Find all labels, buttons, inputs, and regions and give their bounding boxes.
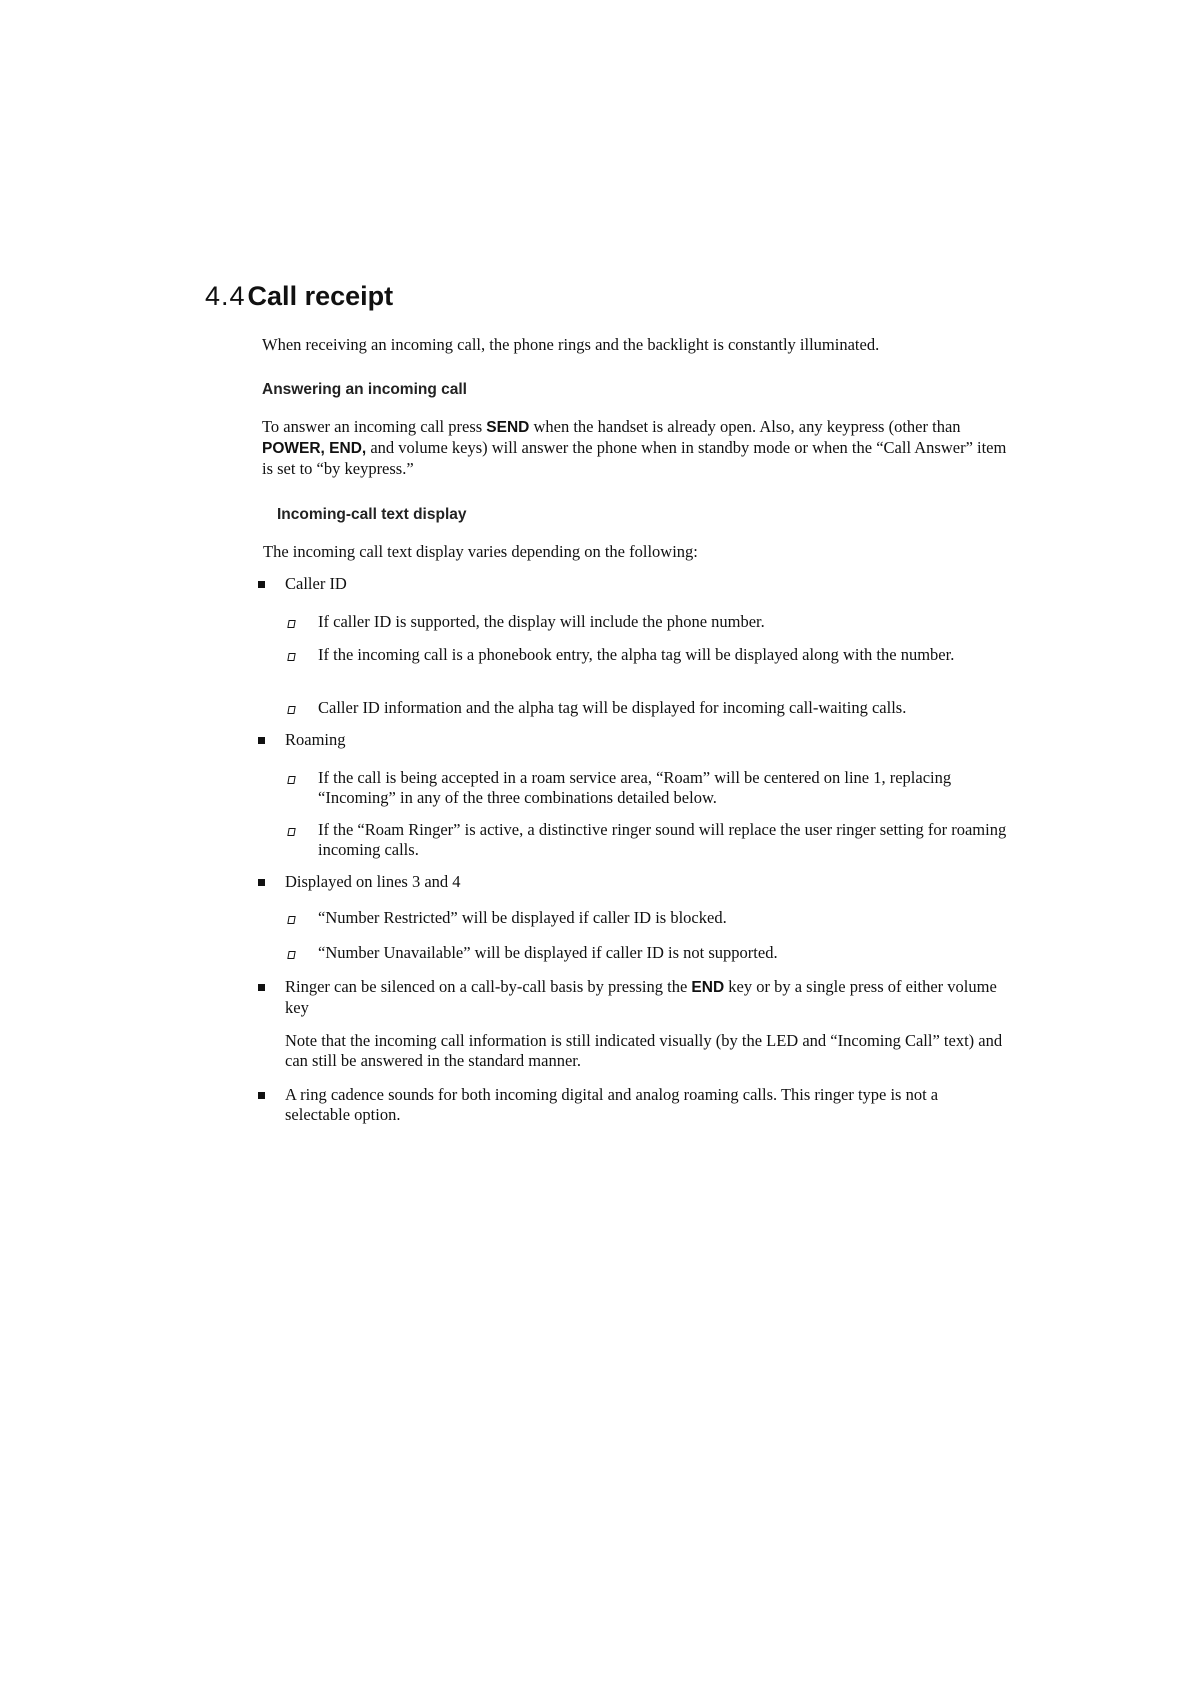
answering-text-3: and volume keys) will answer the phone when in standby mode or when the “Call Answer” item is set to “by keypress.” bbox=[262, 438, 1007, 478]
square-bullet-icon bbox=[256, 574, 270, 594]
sub-list-item-text: “Number Restricted” will be displayed if caller ID is blocked. bbox=[318, 908, 727, 927]
sub-list-item-text: If caller ID is supported, the display will include the phone number. bbox=[318, 612, 765, 631]
hollow-bullet-icon bbox=[286, 698, 300, 718]
sub-list-item-text: If the incoming call is a phonebook entry, the alpha tag will be displayed along with the number. bbox=[318, 645, 955, 664]
list-item-label: Roaming bbox=[285, 730, 346, 749]
ringer-text-1: Ringer can be silenced on a call-by-call basis by pressing the bbox=[285, 977, 692, 996]
sub-list-item-text: “Number Unavailable” will be displayed if caller ID is not supported. bbox=[318, 943, 778, 962]
square-bullet-icon bbox=[256, 977, 270, 997]
hollow-bullet-icon bbox=[286, 820, 300, 840]
list-item-label: Displayed on lines 3 and 4 bbox=[285, 872, 461, 891]
intro-paragraph: When receiving an incoming call, the phone rings and the backlight is constantly illuminated. bbox=[262, 335, 880, 354]
hollow-bullet-icon bbox=[286, 645, 300, 665]
sub-list-item-text: If the “Roam Ringer” is active, a distinctive ringer sound will replace the user ringer setting for roaming incoming calls. bbox=[318, 820, 1007, 859]
answering-text-1: To answer an incoming call press bbox=[262, 417, 487, 436]
section-heading bbox=[205, 280, 393, 312]
square-bullet-icon bbox=[256, 730, 270, 750]
sub-list-item-text: Caller ID information and the alpha tag will be displayed for incoming call-waiting calls. bbox=[318, 698, 907, 717]
section-number: 4.4 bbox=[205, 281, 246, 311]
sub-list-item-text: If the call is being accepted in a roam service area, “Roam” will be centered on line 1, replacing “Incoming” in any of the three combinations detailed below. bbox=[318, 768, 952, 807]
hollow-bullet-icon bbox=[286, 943, 300, 963]
power-end-key-labels: POWER, END, bbox=[262, 440, 367, 457]
ringer-text-2: key or by a single press of either volume key bbox=[285, 977, 997, 1017]
send-key-label: SEND bbox=[486, 419, 530, 436]
answering-heading: Answering an incoming call bbox=[262, 381, 467, 398]
text-display-intro: The incoming call text display varies depending on the following: bbox=[263, 542, 698, 561]
list-item-text: A ring cadence sounds for both incoming digital and analog roaming calls. This ringer type is not a selectable option. bbox=[285, 1085, 939, 1124]
answering-paragraph bbox=[262, 417, 1007, 479]
hollow-bullet-icon bbox=[286, 908, 300, 928]
text-display-heading: Incoming-call text display bbox=[277, 506, 467, 523]
square-bullet-icon bbox=[256, 1085, 270, 1105]
hollow-bullet-icon bbox=[286, 768, 300, 788]
hollow-bullet-icon bbox=[286, 612, 300, 632]
square-bullet-icon bbox=[256, 872, 270, 892]
list-item-text bbox=[285, 977, 1005, 1018]
end-key-label: END bbox=[691, 979, 725, 996]
list-item-label: Caller ID bbox=[285, 574, 347, 593]
answering-text-2: when the handset is already open. Also, any keypress (other than bbox=[529, 417, 961, 436]
ringer-note: Note that the incoming call information is still indicated visually (by the LED and “Incoming Call” text) and can still be answered in the standard manner. bbox=[285, 1031, 1003, 1070]
section-title: Call receipt bbox=[247, 281, 394, 311]
